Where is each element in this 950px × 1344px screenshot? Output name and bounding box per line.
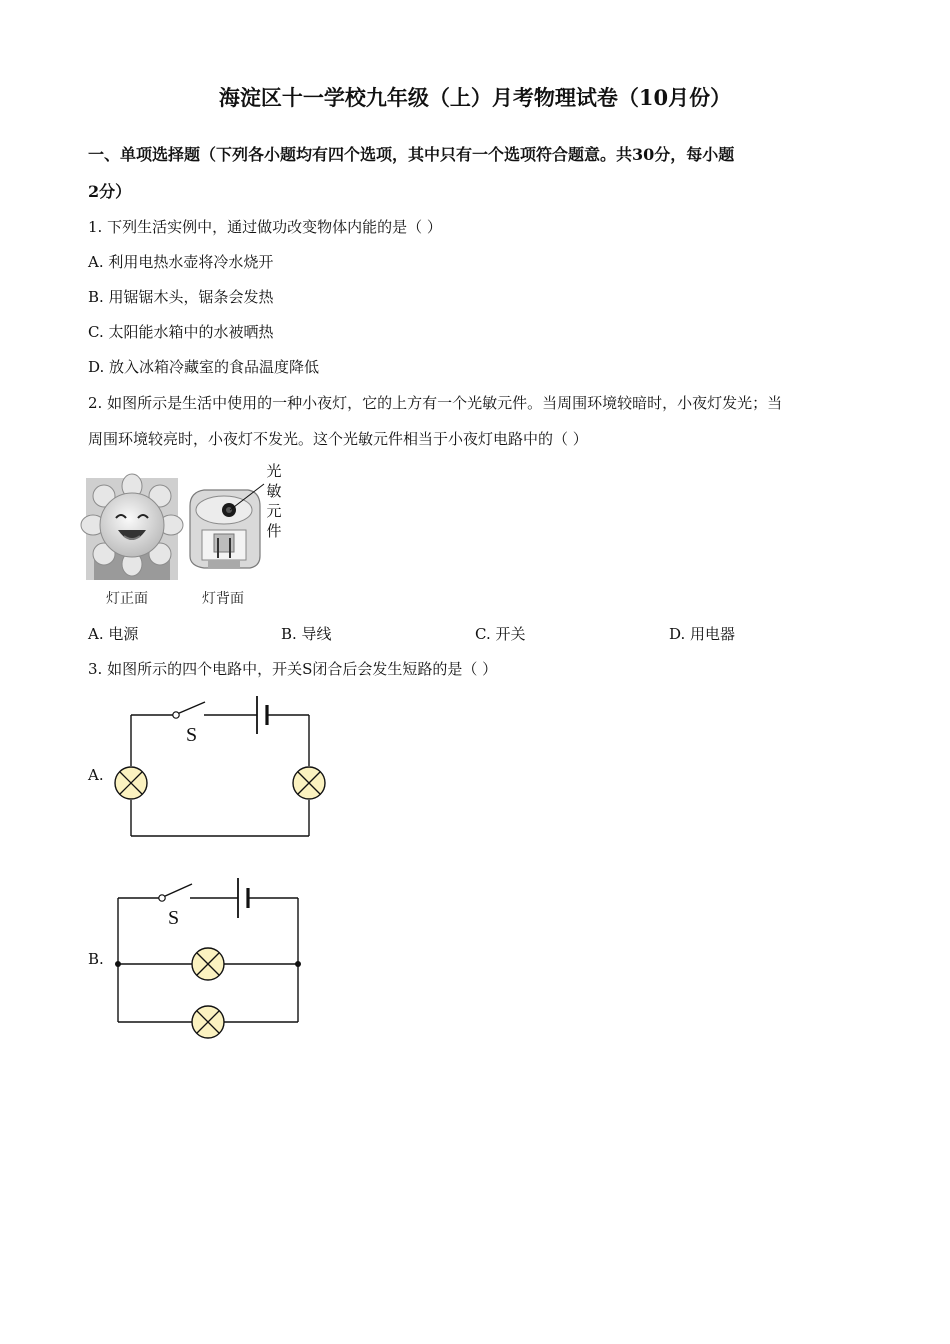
section-heading-line1: 一、单项选择题（下列各小题均有四个选项，其中只有一个选项符合题意。共30分，每小题 <box>88 145 735 164</box>
night-light-front-photo <box>86 478 178 580</box>
switch-label: S <box>168 907 180 929</box>
q1-option-d[interactable]: D. 放入冰箱冷藏室的食品温度降低 <box>88 358 320 376</box>
caption-front: 灯正面 <box>106 591 148 607</box>
q3-stem: 3. 如图所示的四个电路中，开关S闭合后会发生短路的是（ ） <box>88 660 498 678</box>
section-heading-line2: 2分） <box>88 182 132 201</box>
switch-label: S <box>186 724 198 746</box>
lamp-icon <box>192 948 224 980</box>
lamp-icon <box>293 767 325 799</box>
caption-back: 灯背面 <box>202 591 244 607</box>
q2-stem-line2: 周围环境较亮时，小夜灯不发光。这个光敏元件相当于小夜灯电路中的（ ） <box>88 430 588 448</box>
sensor-pointer-line <box>228 478 268 518</box>
label-char: 件 <box>266 522 282 540</box>
q2-option-c[interactable]: C. 开关 <box>475 625 526 643</box>
label-char: 光 <box>266 462 282 480</box>
photosensitive-element-label <box>264 461 284 541</box>
q2-option-d[interactable]: D. 用电器 <box>669 625 736 643</box>
q1-option-c[interactable]: C. 太阳能水箱中的水被晒热 <box>88 323 274 341</box>
q3-option-a-label[interactable]: A. <box>88 766 104 784</box>
label-char: 元 <box>266 502 282 520</box>
lamp-icon <box>192 1006 224 1038</box>
circuit-diagram-b[interactable] <box>110 870 310 1030</box>
q1-option-b[interactable]: B. 用锯锯木头，锯条会发热 <box>88 288 274 306</box>
q1-option-a[interactable]: A. 利用电热水壶将冷水烧开 <box>88 253 274 271</box>
lamp-icon <box>115 767 147 799</box>
page-title: 海淀区十一学校九年级（上）月考物理试卷（10月份） <box>218 85 732 110</box>
q3-option-b-label[interactable]: B. <box>88 950 104 968</box>
q1-stem: 1. 下列生活实例中，通过做功改变物体内能的是（ ） <box>88 218 442 236</box>
label-char: 敏 <box>266 482 282 500</box>
q2-option-b[interactable]: B. 导线 <box>281 625 332 643</box>
q2-option-a[interactable]: A. 电源 <box>88 625 139 643</box>
q2-stem-line1: 2. 如图所示是生活中使用的一种小夜灯，它的上方有一个光敏元件。当周围环境较暗时，小夜灯发光；当 <box>88 394 783 412</box>
circuit-diagram-a[interactable] <box>110 690 340 842</box>
